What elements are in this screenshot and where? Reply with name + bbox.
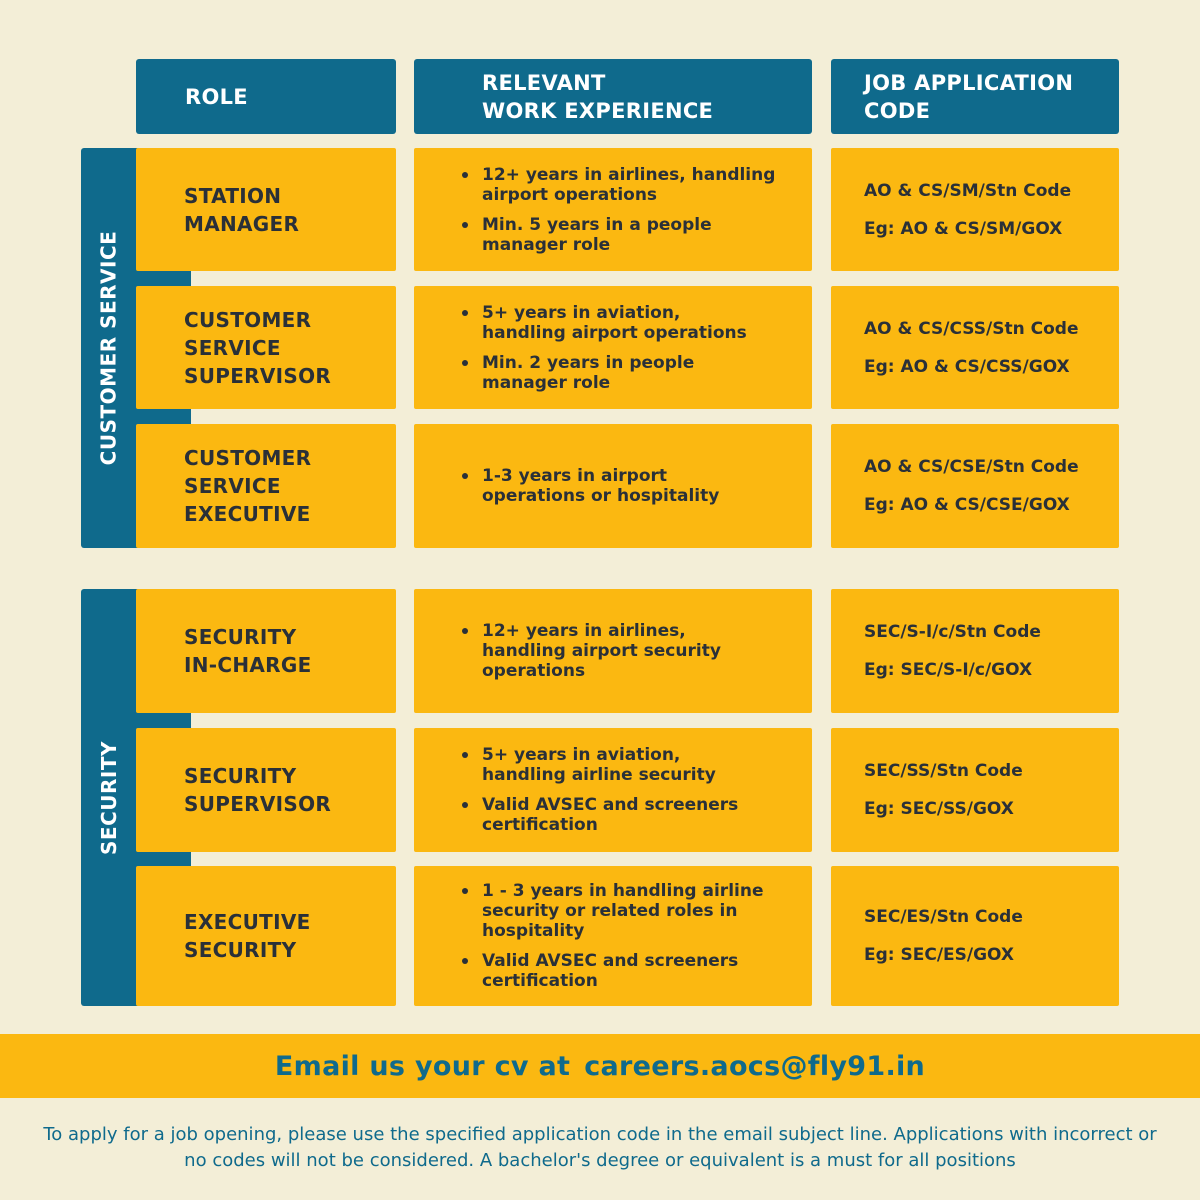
experience-cell — [414, 286, 812, 409]
role-title: EXECUTIVE SECURITY — [184, 910, 311, 962]
role-cell — [136, 424, 396, 548]
application-code: AO & CS/SM/Stn Code — [864, 180, 1072, 201]
experience-item: 12+ years in airlines, handling airport security operations — [462, 621, 802, 681]
experience-item: Min. 5 years in a people manager role — [462, 215, 802, 255]
application-code: AO & CS/CSS/Stn Code — [864, 318, 1079, 339]
experience-item: Valid AVSEC and screeners certification — [462, 795, 802, 835]
code-cell — [831, 589, 1119, 713]
experience-cell — [414, 589, 812, 713]
experience-list — [462, 735, 802, 845]
role-title: STATION MANAGER — [184, 183, 300, 236]
code-cell — [831, 424, 1119, 548]
experience-cell — [414, 866, 812, 1006]
header-code-label: JOB APPLICATION CODE — [864, 70, 1074, 123]
email-banner — [0, 1034, 1200, 1098]
code-cell — [831, 148, 1119, 271]
experience-item: 1 - 3 years in handling airline security or related roles in hospitality — [462, 881, 802, 941]
group-label-customer-service-wrap — [81, 148, 136, 548]
group-label-security-wrap — [81, 589, 136, 1006]
application-code-example: Eg: SEC/ES/GOX — [864, 945, 1015, 965]
header-role — [136, 59, 396, 134]
code-cell — [831, 286, 1119, 409]
application-code: SEC/SS/Stn Code — [864, 761, 1023, 781]
experience-list — [462, 456, 802, 516]
email-prefix: Email us your cv at — [274, 1050, 571, 1082]
experience-list — [462, 611, 802, 691]
group-label-customer-service: CUSTOMER SERVICE — [96, 230, 121, 466]
code-cell — [831, 728, 1119, 852]
group-label-security: SECURITY — [96, 740, 121, 855]
email-address-link[interactable]: careers.aocs@fly91.in — [584, 1050, 926, 1082]
role-title: SECURITY SUPERVISOR — [184, 764, 332, 816]
experience-cell — [414, 148, 812, 271]
application-code-example: Eg: AO & CS/SM/GOX — [864, 218, 1063, 239]
role-cell — [136, 728, 396, 852]
application-code: SEC/S-I/c/Stn Code — [864, 622, 1041, 642]
role-title: CUSTOMER SERVICE SUPERVISOR — [184, 307, 332, 388]
experience-list — [462, 155, 802, 265]
role-cell — [136, 589, 396, 713]
experience-item: 1-3 years in airport operations or hospitality — [462, 466, 802, 506]
experience-list — [462, 871, 802, 1001]
experience-item: Min. 2 years in people manager role — [462, 353, 802, 393]
experience-item: 12+ years in airlines, handling airport operations — [462, 165, 802, 205]
role-title: CUSTOMER SERVICE EXECUTIVE — [184, 446, 312, 526]
application-code: SEC/ES/Stn Code — [864, 907, 1023, 927]
role-cell — [136, 286, 396, 409]
header-experience — [414, 59, 812, 134]
header-application-code — [831, 59, 1119, 134]
header-experience-label: RELEVANT WORK EXPERIENCE — [482, 70, 714, 123]
application-footnote: To apply for a job opening, please use the specified application code in the email subject line. Applications with incorrect or no codes will not be considered. A bachelor's degree or equivalent is a must for all positions — [43, 1124, 1157, 1171]
application-code-example: Eg: SEC/SS/GOX — [864, 799, 1014, 819]
role-cell — [136, 148, 396, 271]
experience-list — [462, 293, 802, 403]
application-code-example: Eg: AO & CS/CSS/GOX — [864, 356, 1070, 377]
application-code-example: Eg: AO & CS/CSE/GOX — [864, 495, 1070, 515]
application-code: AO & CS/CSE/Stn Code — [864, 457, 1079, 477]
experience-item: 5+ years in aviation, handling airport operations — [462, 303, 802, 343]
experience-cell — [414, 424, 812, 548]
code-cell — [831, 866, 1119, 1006]
header-role-label: ROLE — [185, 84, 248, 109]
experience-cell — [414, 728, 812, 852]
application-code-example: Eg: SEC/S-I/c/GOX — [864, 660, 1033, 680]
experience-item: 5+ years in aviation, handling airline security — [462, 745, 802, 785]
role-title: SECURITY IN-CHARGE — [184, 625, 312, 677]
experience-item: Valid AVSEC and screeners certification — [462, 951, 802, 991]
role-cell — [136, 866, 396, 1006]
